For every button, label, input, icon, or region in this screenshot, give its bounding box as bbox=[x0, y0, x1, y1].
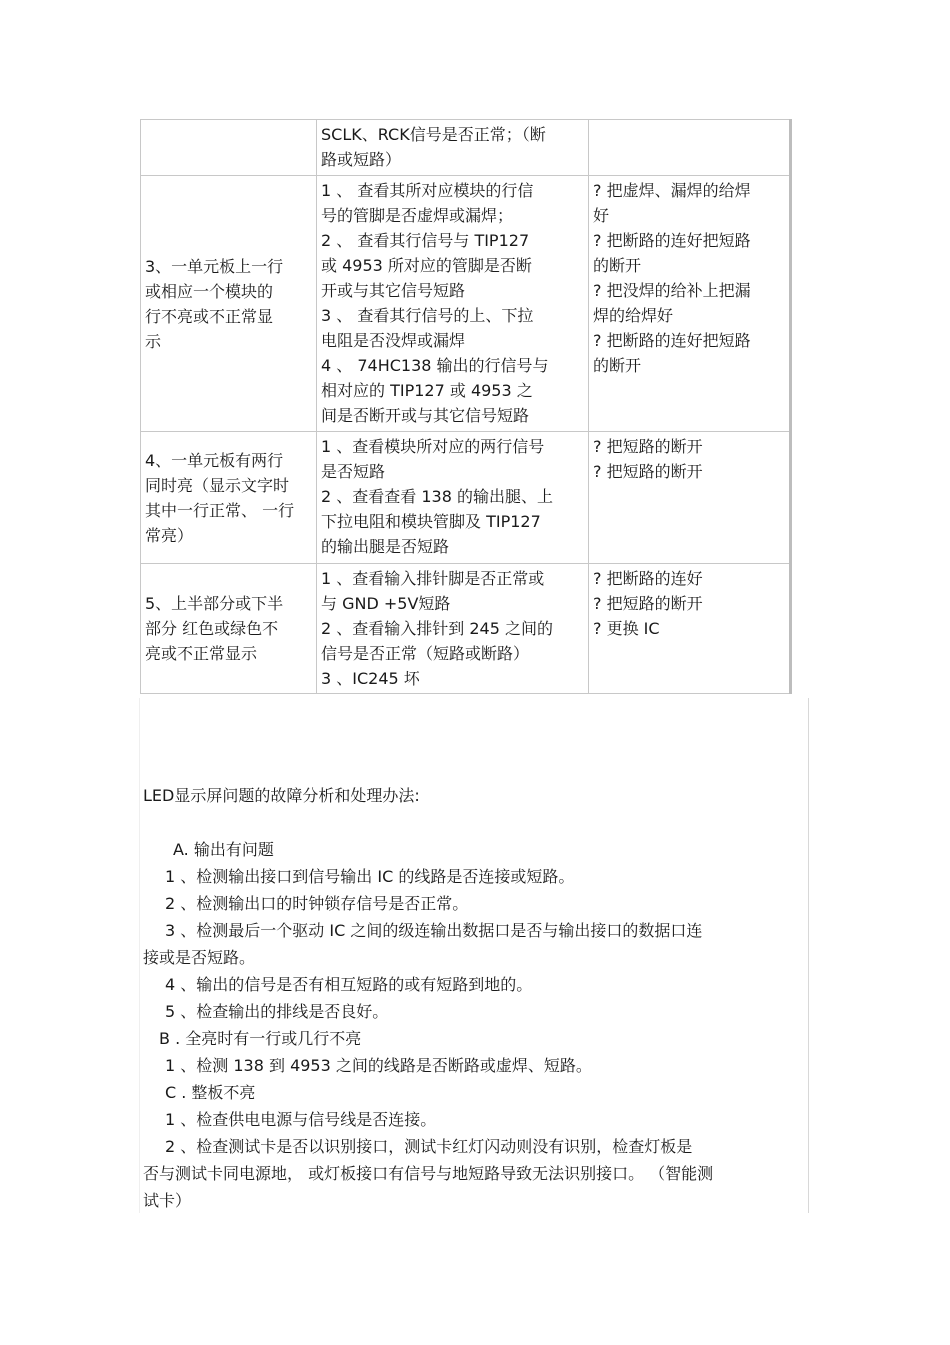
cell-line: 部分 红色或绿色不 bbox=[145, 619, 279, 638]
cell-line: 开或与其它信号短路 bbox=[321, 281, 466, 300]
list-item: 1 、检测 138 到 4953 之间的线路是否断路或虚焊、短路。 bbox=[165, 1056, 592, 1075]
cell-line: 常亮） bbox=[145, 525, 194, 545]
checks-cell bbox=[317, 564, 589, 694]
subsection-c-title: C . 整板不亮 bbox=[165, 1083, 256, 1102]
cell-line: 间是否断开或与其它信号短路 bbox=[321, 406, 530, 425]
list-item: 5 、检查输出的排线是否良好。 bbox=[165, 1002, 389, 1021]
fix-cell bbox=[589, 120, 791, 176]
cell-line: ? 把短路的断开 bbox=[593, 462, 703, 481]
subsection-b-title: B . 全亮时有一行或几行不亮 bbox=[159, 1029, 362, 1048]
cell-line: 1 、查看输入排针脚是否正常或 bbox=[321, 569, 545, 588]
problem-cell bbox=[141, 120, 317, 176]
troubleshooting-section bbox=[143, 782, 805, 1214]
cell-line: ? 更换 IC bbox=[593, 619, 660, 638]
cell-line: 的断开 bbox=[593, 356, 642, 375]
cell-line: 的输出腿是否短路 bbox=[321, 537, 450, 556]
cell-line: 示 bbox=[145, 331, 162, 351]
table-row bbox=[141, 120, 791, 176]
cell-line: 下拉电阻和模块管脚及 TIP127 bbox=[321, 512, 541, 531]
cell-line: 是否短路 bbox=[321, 462, 386, 481]
cell-line: 2 、查看查看 138 的输出腿、上 bbox=[321, 487, 553, 506]
checks-cell bbox=[317, 120, 589, 176]
table-row bbox=[141, 176, 791, 432]
cell-line: ? 把短路的断开 bbox=[593, 594, 703, 613]
fix-cell bbox=[589, 564, 791, 694]
cell-line: 5、上半部分或下半 bbox=[145, 594, 284, 613]
subsection-a-title: A. 输出有问题 bbox=[173, 840, 274, 859]
cell-line: ? 把虚焊、漏焊的给焊 bbox=[593, 181, 751, 200]
problem-cell bbox=[141, 564, 317, 694]
cell-line: 2 、 查看其行信号与 TIP127 bbox=[321, 231, 530, 250]
cell-line: 号的管脚是否虚焊或漏焊； bbox=[321, 206, 514, 225]
cell-line: 2 、查看输入排针到 245 之间的 bbox=[321, 619, 553, 638]
cell-line: 其中一行正常、 一行 bbox=[145, 500, 295, 520]
fault-table-body bbox=[141, 120, 791, 694]
cell-line: 相对应的 TIP127 或 4953 之 bbox=[321, 381, 533, 400]
list-item-continued: 接或是否短路。 bbox=[143, 948, 256, 967]
cell-line: 或 4953 所对应的管脚是否断 bbox=[321, 256, 532, 275]
cell-line: ? 把断路的连好 bbox=[593, 569, 703, 588]
cell-line: 同时亮（显示文字时 bbox=[145, 475, 290, 495]
list-item: 1 、检查供电电源与信号线是否连接。 bbox=[165, 1110, 437, 1129]
list-item: 4 、输出的信号是否有相互短路的或有短路到地的。 bbox=[165, 975, 533, 994]
cell-line: ? 把没焊的给补上把漏 bbox=[593, 281, 751, 300]
checks-cell bbox=[317, 432, 589, 564]
cell-line: 与 GND +5V短路 bbox=[321, 594, 451, 613]
fault-table bbox=[140, 119, 792, 694]
cell-line: 行不亮或不正常显 bbox=[145, 306, 274, 326]
list-item-continued: 否与测试卡同电源地， 或灯板接口有信号与地短路导致无法识别接口。 （智能测 bbox=[143, 1164, 714, 1183]
section-heading: LED显示屏问题的故障分析和处理办法: bbox=[143, 786, 420, 805]
cell-line: ? 把短路的断开 bbox=[593, 437, 703, 456]
problem-cell bbox=[141, 176, 317, 432]
list-item: 3 、检测最后一个驱动 IC 之间的级连输出数据口是否与输出接口的数据口连 bbox=[165, 921, 703, 940]
cell-line: 4 、 74HC138 输出的行信号与 bbox=[321, 356, 549, 375]
fix-cell bbox=[589, 432, 791, 564]
cell-line: 1 、查看模块所对应的两行信号 bbox=[321, 437, 545, 456]
fix-cell bbox=[589, 176, 791, 432]
cell-line: 路或短路） bbox=[321, 150, 402, 169]
cell-line: 3 、 查看其行信号的上、下拉 bbox=[321, 306, 534, 325]
cell-line: 4、一单元板有两行 bbox=[145, 450, 284, 470]
cell-line: ? 把断路的连好把短路 bbox=[593, 231, 751, 250]
cell-line: 电阻是否没焊或漏焊 bbox=[321, 331, 466, 350]
cell-line: 好 bbox=[593, 206, 610, 225]
cell-line: 亮或不正常显示 bbox=[145, 644, 258, 663]
list-item: 2 、检查测试卡是否以识别接口，测试卡红灯闪动则没有识别，检查灯板是 bbox=[165, 1137, 693, 1156]
cell-line: 或相应一个模块的 bbox=[145, 281, 274, 301]
list-item: 1 、检测输出接口到信号输出 IC 的线路是否连接或短路。 bbox=[165, 867, 575, 886]
cell-line: ? 把断路的连好把短路 bbox=[593, 331, 751, 350]
list-item-continued: 试卡） bbox=[143, 1191, 192, 1210]
table-row bbox=[141, 564, 791, 694]
list-item: 2 、检测输出口的时钟锁存信号是否正常。 bbox=[165, 894, 469, 913]
cell-line: SCLK、RCK信号是否正常；（断 bbox=[321, 125, 546, 144]
cell-line: 3 、IC245 坏 bbox=[321, 669, 420, 688]
table-row bbox=[141, 432, 791, 564]
problem-cell bbox=[141, 432, 317, 564]
cell-line: 3、一单元板上一行 bbox=[145, 256, 284, 276]
cell-line: 焊的给焊好 bbox=[593, 306, 674, 325]
cell-line: 信号是否正常（短路或断路） bbox=[321, 644, 530, 663]
cell-line: 的断开 bbox=[593, 256, 642, 275]
checks-cell bbox=[317, 176, 589, 432]
cell-line: 1 、 查看其所对应模块的行信 bbox=[321, 181, 534, 200]
